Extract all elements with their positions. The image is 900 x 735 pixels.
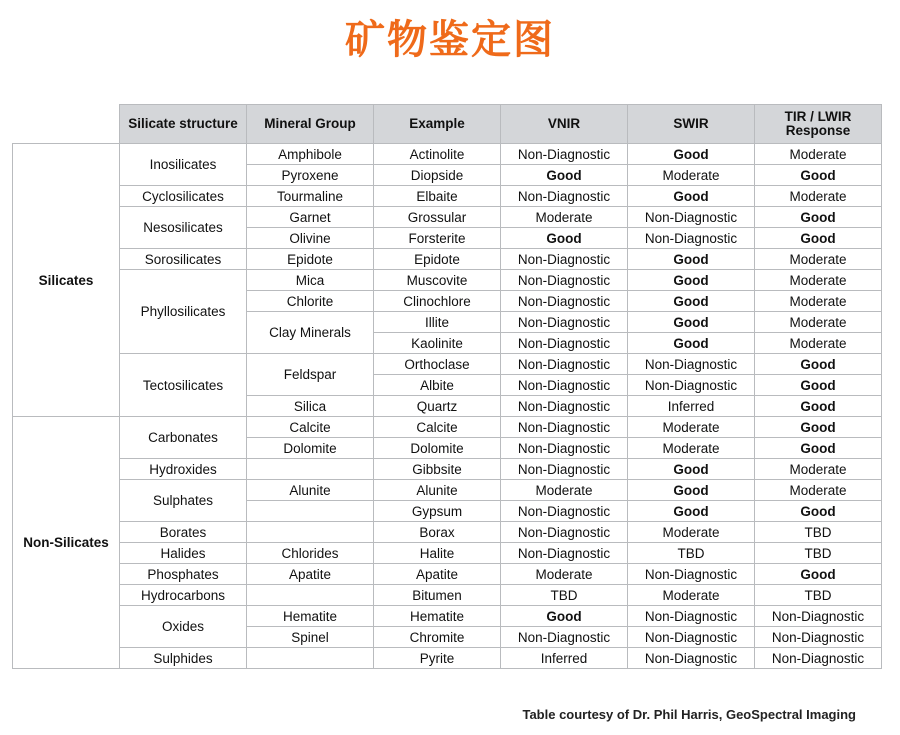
- swir-cell: Good: [628, 459, 755, 480]
- example-cell: Gypsum: [374, 501, 501, 522]
- example-cell: Albite: [374, 375, 501, 396]
- vnir-cell: Moderate: [501, 564, 628, 585]
- table-row: [13, 354, 882, 375]
- structure-cell: Nesosilicates: [120, 207, 247, 249]
- mineral-group-cell: Feldspar: [247, 354, 374, 396]
- page-title: 矿物鉴定图: [345, 17, 555, 63]
- structure-cell: Carbonates: [120, 417, 247, 459]
- tir-cell: Good: [755, 165, 882, 186]
- example-cell: Pyrite: [374, 648, 501, 669]
- vnir-cell: Non-Diagnostic: [501, 312, 628, 333]
- mineral-group-cell: [247, 501, 374, 522]
- example-cell: Apatite: [374, 564, 501, 585]
- vnir-cell: Non-Diagnostic: [501, 375, 628, 396]
- swir-cell: Non-Diagnostic: [628, 627, 755, 648]
- swir-cell: Good: [628, 480, 755, 501]
- tir-cell: Moderate: [755, 291, 882, 312]
- structure-cell: Phosphates: [120, 564, 247, 585]
- mineral-group-cell: Alunite: [247, 480, 374, 501]
- vnir-cell: Non-Diagnostic: [501, 543, 628, 564]
- mineral-group-cell: Mica: [247, 270, 374, 291]
- tir-cell: Good: [755, 354, 882, 375]
- tir-cell: Moderate: [755, 312, 882, 333]
- swir-cell: Good: [628, 270, 755, 291]
- header-swir: SWIR: [628, 105, 755, 144]
- table-row: [13, 648, 882, 669]
- structure-cell: Cyclosilicates: [120, 186, 247, 207]
- swir-cell: Moderate: [628, 522, 755, 543]
- vnir-cell: Non-Diagnostic: [501, 396, 628, 417]
- vnir-cell: Non-Diagnostic: [501, 417, 628, 438]
- tir-cell: Good: [755, 375, 882, 396]
- vnir-cell: Non-Diagnostic: [501, 627, 628, 648]
- example-cell: Epidote: [374, 249, 501, 270]
- table-row: [13, 459, 882, 480]
- mineral-group-cell: Olivine: [247, 228, 374, 249]
- tir-cell: Non-Diagnostic: [755, 648, 882, 669]
- example-cell: Alunite: [374, 480, 501, 501]
- structure-cell: Sulphides: [120, 648, 247, 669]
- vnir-cell: Non-Diagnostic: [501, 270, 628, 291]
- table-row: [13, 585, 882, 606]
- mineral-group-cell: Epidote: [247, 249, 374, 270]
- example-cell: Chromite: [374, 627, 501, 648]
- swir-cell: Inferred: [628, 396, 755, 417]
- structure-cell: Inosilicates: [120, 144, 247, 186]
- class-cell: Non-Silicates: [13, 417, 120, 669]
- swir-cell: Moderate: [628, 438, 755, 459]
- table-row: [13, 417, 882, 438]
- structure-cell: Sorosilicates: [120, 249, 247, 270]
- mineral-group-cell: Silica: [247, 396, 374, 417]
- table-row: [13, 207, 882, 228]
- mineral-group-cell: Spinel: [247, 627, 374, 648]
- header-vnir: VNIR: [501, 105, 628, 144]
- structure-cell: Borates: [120, 522, 247, 543]
- tir-cell: Moderate: [755, 186, 882, 207]
- mineral-identification-table: [12, 104, 882, 669]
- swir-cell: Non-Diagnostic: [628, 606, 755, 627]
- header-mineral-group: Mineral Group: [247, 105, 374, 144]
- swir-cell: Good: [628, 249, 755, 270]
- table-row: [13, 480, 882, 501]
- vnir-cell: Inferred: [501, 648, 628, 669]
- tir-cell: Moderate: [755, 249, 882, 270]
- swir-cell: Non-Diagnostic: [628, 207, 755, 228]
- header-tir-lwir-response: TIR / LWIR Response: [755, 105, 882, 144]
- swir-cell: Good: [628, 186, 755, 207]
- mineral-group-cell: Calcite: [247, 417, 374, 438]
- swir-cell: Good: [628, 333, 755, 354]
- example-cell: Muscovite: [374, 270, 501, 291]
- tir-cell: Moderate: [755, 270, 882, 291]
- table-row: [13, 564, 882, 585]
- table-row: [13, 270, 882, 291]
- corner-cell: [13, 105, 120, 144]
- mineral-group-cell: Dolomite: [247, 438, 374, 459]
- example-cell: Diopside: [374, 165, 501, 186]
- vnir-cell: Non-Diagnostic: [501, 249, 628, 270]
- vnir-cell: Non-Diagnostic: [501, 144, 628, 165]
- table-row: [13, 186, 882, 207]
- vnir-cell: Non-Diagnostic: [501, 333, 628, 354]
- example-cell: Grossular: [374, 207, 501, 228]
- tir-cell: Good: [755, 564, 882, 585]
- structure-cell: Sulphates: [120, 480, 247, 522]
- swir-cell: Non-Diagnostic: [628, 354, 755, 375]
- mineral-group-cell: [247, 459, 374, 480]
- swir-cell: Good: [628, 312, 755, 333]
- mineral-group-cell: Chlorides: [247, 543, 374, 564]
- structure-cell: Hydrocarbons: [120, 585, 247, 606]
- swir-cell: Good: [628, 291, 755, 312]
- tir-cell: Good: [755, 396, 882, 417]
- swir-cell: TBD: [628, 543, 755, 564]
- structure-cell: Halides: [120, 543, 247, 564]
- example-cell: Kaolinite: [374, 333, 501, 354]
- mineral-group-cell: [247, 648, 374, 669]
- credit-note: Table courtesy of Dr. Phil Harris, GeoSpectral Imaging: [522, 707, 856, 722]
- mineral-group-cell: Tourmaline: [247, 186, 374, 207]
- example-cell: Hematite: [374, 606, 501, 627]
- swir-cell: Non-Diagnostic: [628, 228, 755, 249]
- mineral-group-cell: [247, 522, 374, 543]
- vnir-cell: Non-Diagnostic: [501, 459, 628, 480]
- tir-cell: Moderate: [755, 333, 882, 354]
- mineral-group-cell: Apatite: [247, 564, 374, 585]
- table-row: [13, 144, 882, 165]
- table-row: [13, 543, 882, 564]
- vnir-cell: Non-Diagnostic: [501, 522, 628, 543]
- swir-cell: Moderate: [628, 165, 755, 186]
- structure-cell: Oxides: [120, 606, 247, 648]
- table-row: [13, 249, 882, 270]
- tir-cell: TBD: [755, 543, 882, 564]
- header-row: [13, 105, 882, 144]
- example-cell: Gibbsite: [374, 459, 501, 480]
- mineral-group-cell: Garnet: [247, 207, 374, 228]
- example-cell: Quartz: [374, 396, 501, 417]
- class-cell: Silicates: [13, 144, 120, 417]
- tir-cell: Moderate: [755, 144, 882, 165]
- swir-cell: Non-Diagnostic: [628, 375, 755, 396]
- tir-cell: Good: [755, 438, 882, 459]
- swir-cell: Moderate: [628, 417, 755, 438]
- table-row: [13, 606, 882, 627]
- example-cell: Actinolite: [374, 144, 501, 165]
- header-silicate-structure: Silicate structure: [120, 105, 247, 144]
- tir-cell: TBD: [755, 522, 882, 543]
- vnir-cell: Good: [501, 606, 628, 627]
- mineral-group-cell: Clay Minerals: [247, 312, 374, 354]
- swir-cell: Non-Diagnostic: [628, 648, 755, 669]
- vnir-cell: Moderate: [501, 207, 628, 228]
- tir-cell: Moderate: [755, 459, 882, 480]
- example-cell: Bitumen: [374, 585, 501, 606]
- tir-cell: Good: [755, 228, 882, 249]
- table-row: [13, 522, 882, 543]
- example-cell: Forsterite: [374, 228, 501, 249]
- mineral-group-cell: Hematite: [247, 606, 374, 627]
- tir-cell: Good: [755, 501, 882, 522]
- example-cell: Borax: [374, 522, 501, 543]
- mineral-group-cell: Pyroxene: [247, 165, 374, 186]
- structure-cell: Phyllosilicates: [120, 270, 247, 354]
- tir-cell: Good: [755, 417, 882, 438]
- vnir-cell: Non-Diagnostic: [501, 186, 628, 207]
- example-cell: Illite: [374, 312, 501, 333]
- example-cell: Elbaite: [374, 186, 501, 207]
- swir-cell: Non-Diagnostic: [628, 564, 755, 585]
- vnir-cell: Non-Diagnostic: [501, 291, 628, 312]
- vnir-cell: Good: [501, 228, 628, 249]
- swir-cell: Moderate: [628, 585, 755, 606]
- vnir-cell: Non-Diagnostic: [501, 354, 628, 375]
- tir-cell: Good: [755, 207, 882, 228]
- swir-cell: Good: [628, 501, 755, 522]
- vnir-cell: Good: [501, 165, 628, 186]
- example-cell: Orthoclase: [374, 354, 501, 375]
- example-cell: Halite: [374, 543, 501, 564]
- structure-cell: Tectosilicates: [120, 354, 247, 417]
- tir-cell: Non-Diagnostic: [755, 627, 882, 648]
- mineral-group-cell: Amphibole: [247, 144, 374, 165]
- tir-cell: TBD: [755, 585, 882, 606]
- header-example: Example: [374, 105, 501, 144]
- structure-cell: Hydroxides: [120, 459, 247, 480]
- vnir-cell: Moderate: [501, 480, 628, 501]
- mineral-group-cell: Chlorite: [247, 291, 374, 312]
- tir-cell: Non-Diagnostic: [755, 606, 882, 627]
- example-cell: Clinochlore: [374, 291, 501, 312]
- vnir-cell: Non-Diagnostic: [501, 438, 628, 459]
- mineral-group-cell: [247, 585, 374, 606]
- swir-cell: Good: [628, 144, 755, 165]
- vnir-cell: Non-Diagnostic: [501, 501, 628, 522]
- tir-cell: Moderate: [755, 480, 882, 501]
- example-cell: Dolomite: [374, 438, 501, 459]
- vnir-cell: TBD: [501, 585, 628, 606]
- example-cell: Calcite: [374, 417, 501, 438]
